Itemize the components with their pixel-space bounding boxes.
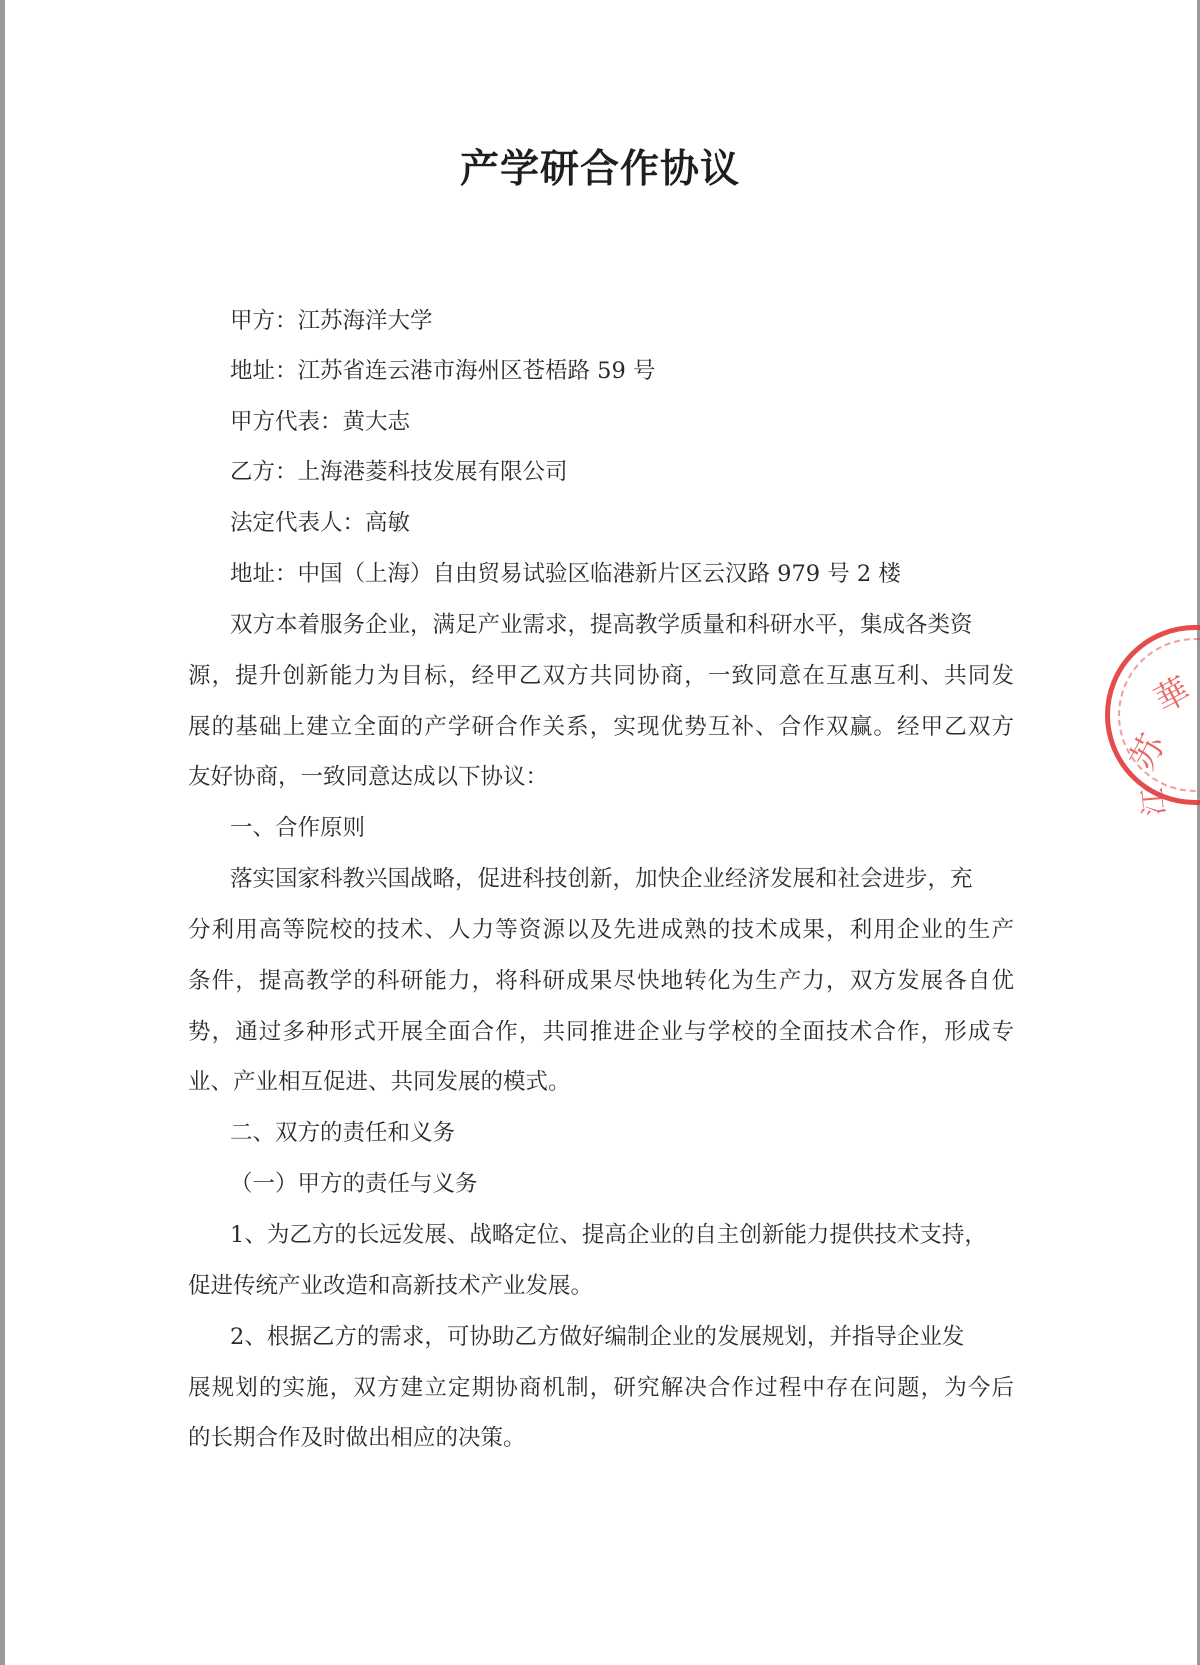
- section-1-paragraph-line: 落实国家科教兴国战略，促进科技创新，加快企业经济发展和社会进步，充: [230, 866, 973, 892]
- party-a-address: 地址：江苏省连云港市海州区苍梧路 59 号: [230, 358, 656, 384]
- page-left-edge: [0, 0, 5, 1665]
- item-2-line: 展规划的实施，双方建立定期协商机制，研究解决合作过程中存在问题，为今后: [188, 1375, 1014, 1401]
- intro-paragraph-line: 双方本着服务企业，满足产业需求，提高教学质量和科研水平，集成各类资: [230, 612, 973, 638]
- section-1-heading: 一、合作原则: [230, 815, 366, 841]
- section-1-paragraph-line: 分利用高等院校的技术、人力等资源以及先进成熟的技术成果，利用企业的生产: [188, 917, 1014, 943]
- seal-character: 苏: [1122, 727, 1174, 777]
- item-1-line: 促进传统产业改造和高新技术产业发展。: [188, 1273, 594, 1299]
- section-1-paragraph-line: 业、产业相互促进、共同发展的模式。: [188, 1069, 571, 1095]
- item-2-line: 2、根据乙方的需求，可协助乙方做好编制企业的发展规划，并指导企业发: [230, 1324, 965, 1350]
- section-1-paragraph-line: 势，通过多种形式开展全面合作，共同推进企业与学校的全面技术合作，形成专: [188, 1019, 1014, 1045]
- party-a-representative: 甲方代表：黄大志: [230, 409, 411, 435]
- intro-paragraph-line: 展的基础上建立全面的产学研合作关系，实现优势互补、合作双赢。经甲乙双方: [188, 714, 1014, 740]
- intro-paragraph-line: 友好协商，一致同意达成以下协议：: [188, 764, 549, 790]
- item-2-line: 的长期合作及时做出相应的决策。: [188, 1425, 526, 1451]
- item-1-line: 1、为乙方的长远发展、战略定位、提高企业的自主创新能力提供技术支持，: [230, 1222, 987, 1248]
- subsection-a-heading: （一）甲方的责任与义务: [230, 1171, 478, 1197]
- section-1-paragraph-line: 条件，提高教学的科研能力，将科研成果尽快地转化为生产力，双方发展各自优: [188, 968, 1014, 994]
- party-a-name: 甲方：江苏海洋大学: [230, 308, 433, 334]
- red-seal-stamp: [1105, 625, 1200, 818]
- seal-character: 華: [1148, 669, 1198, 722]
- document-title: 产学研合作协议: [459, 147, 740, 192]
- party-b-name: 乙方：上海港菱科技发展有限公司: [230, 459, 568, 485]
- party-b-address: 地址：中国（上海）自由贸易试验区临港新片区云汉路 979 号 2 楼: [230, 561, 901, 587]
- section-2-heading: 二、双方的责任和义务: [230, 1120, 456, 1146]
- party-b-legal-representative: 法定代表人：高敏: [230, 510, 411, 536]
- intro-paragraph-line: 源，提升创新能力为目标，经甲乙双方共同协商，一致同意在互惠互利、共同发: [188, 663, 1014, 689]
- seal-character: 江: [1135, 786, 1172, 818]
